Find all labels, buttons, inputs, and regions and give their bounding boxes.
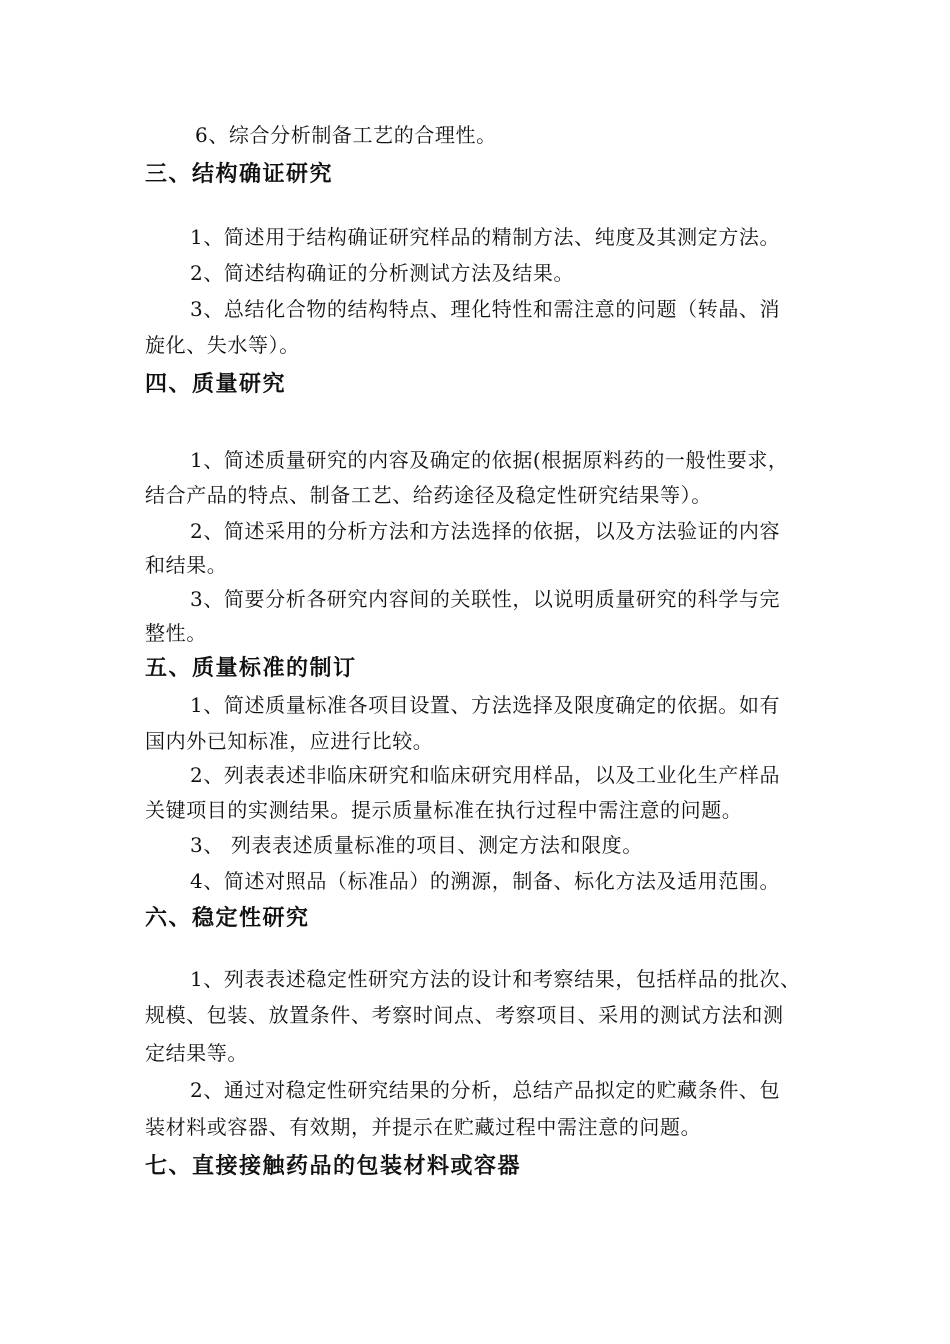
section-3-item-3-cont: 旋化、失水等）。	[145, 333, 300, 357]
section-4-item-1: 1、简述质量研究的内容及确定的依据(根据原料药的一般性要求，	[190, 448, 789, 472]
section-6-item-1-cont-2: 定结果等。	[145, 1041, 248, 1065]
section-6-item-1-cont-1: 规模、包装、放置条件、考察时间点、考察项目、采用的测试方法和测	[145, 1003, 784, 1027]
section-5-item-1: 1、简述质量标准各项目设置、方法选择及限度确定的依据。如有	[190, 693, 781, 717]
section-4-item-1-cont: 结合产品的特点、制备工艺、给药途径及稳定性研究结果等）。	[145, 483, 712, 507]
section-3-item-1: 1、简述用于结构确证研究样品的精制方法、纯度及其测定方法。	[190, 225, 781, 249]
section-4-item-3-cont: 整性。	[145, 621, 207, 645]
section-5-item-2: 2、列表表述非临床研究和临床研究用样品，以及工业化生产样品	[190, 763, 781, 787]
section-3-heading: 三、结构确证研究	[145, 162, 334, 187]
section-6-item-2: 2、通过对稳定性研究结果的分析，总结产品拟定的贮藏条件、包	[190, 1078, 781, 1102]
section-5-item-1-cont: 国内外已知标准，应进行比较。	[145, 729, 434, 753]
section-3-item-2: 2、简述结构确证的分析测试方法及结果。	[190, 261, 575, 285]
section-4-item-2: 2、简述采用的分析方法和方法选择的依据，以及方法验证的内容	[190, 519, 781, 543]
section-3-item-3: 3、总结化合物的结构特点、理化特性和需注意的问题（转晶、消	[190, 297, 781, 321]
section-5-item-4: 4、简述对照品（标准品）的溯源，制备、标化方法及适用范围。	[190, 869, 781, 893]
section-5-item-2-cont: 关键项目的实测结果。提示质量标准在执行过程中需注意的问题。	[145, 798, 743, 822]
section-4-item-2-cont: 和结果。	[145, 553, 228, 577]
section-6-item-1: 1、列表表述稳定性研究方法的设计和考察结果，包括样品的批次、	[190, 967, 801, 991]
section-5-heading: 五、质量标准的制订	[145, 656, 357, 681]
section-6-heading: 六、稳定性研究	[145, 906, 310, 931]
section-4-item-3: 3、简要分析各研究内容间的关联性，以说明质量研究的科学与完	[190, 587, 781, 611]
section-4-heading: 四、质量研究	[145, 372, 287, 397]
section-5-item-3: 3、 列表表述质量标准的项目、测定方法和限度。	[190, 833, 643, 857]
intro-item-6: 6、综合分析制备工艺的合理性。	[195, 123, 497, 147]
section-6-item-2-cont: 装材料或容器、有效期，并提示在贮藏过程中需注意的问题。	[145, 1115, 702, 1139]
section-7-heading: 七、直接接触药品的包装材料或容器	[145, 1154, 522, 1179]
